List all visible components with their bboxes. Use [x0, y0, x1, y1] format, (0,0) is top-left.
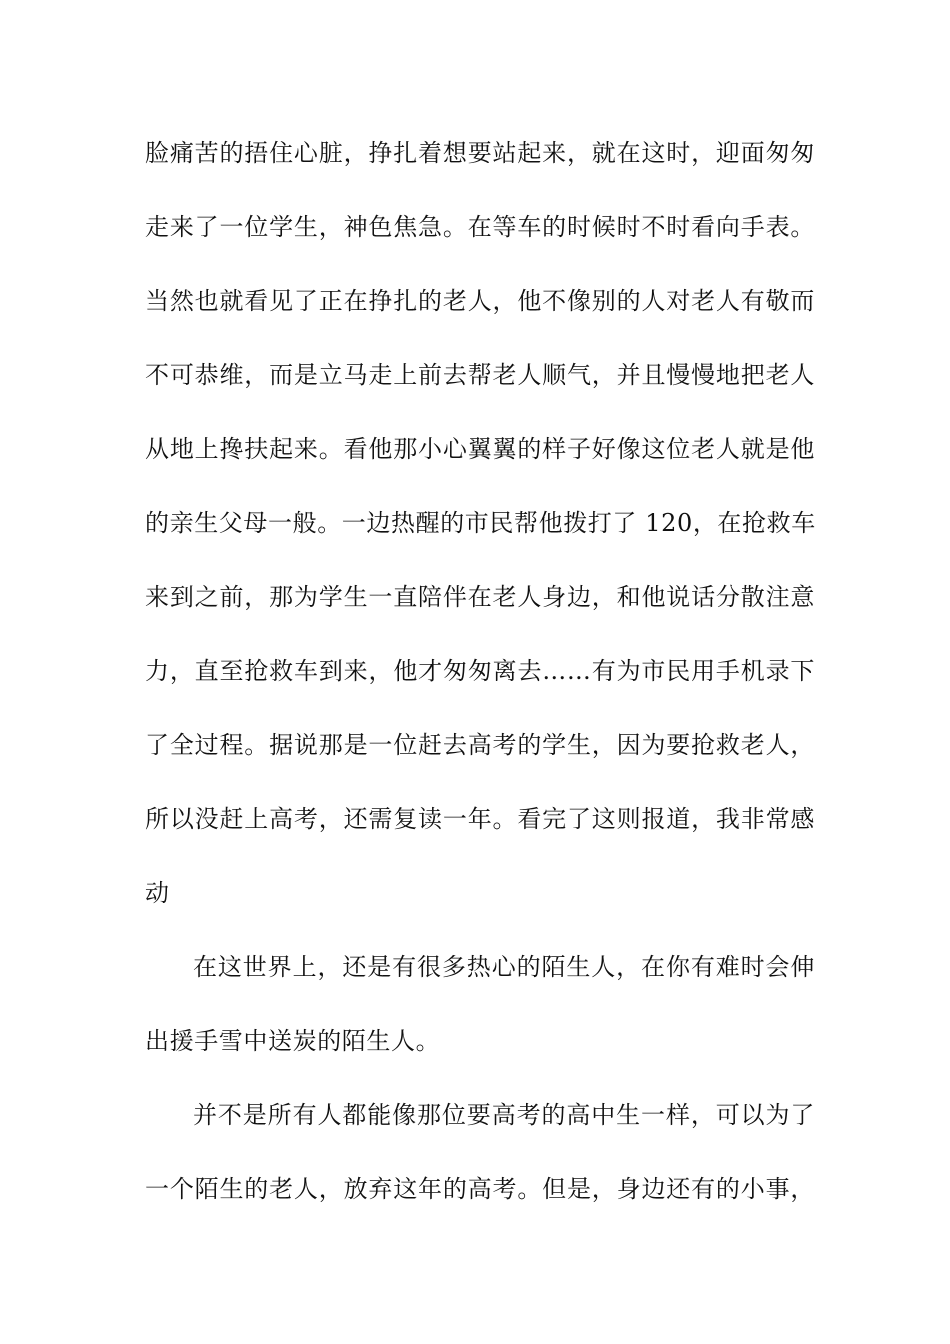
paragraph-line: 所以没赶上高考，还需复读一年。看完了这则报道，我非常感 — [145, 805, 815, 833]
paragraph-line: 并不是所有人都能像那位要高考的高中生一样，可以为了 — [193, 1101, 815, 1129]
paragraph-line: 的亲生父母一般。一边热醒的市民帮他拨打了 120，在抢救车 — [145, 509, 816, 537]
paragraph-line: 脸痛苦的捂住心脏，挣扎着想要站起来，就在这时，迎面匆匆 — [145, 139, 815, 167]
paragraph-line: 一个陌生的老人，放弃这年的高考。但是，身边还有的小事， — [145, 1175, 815, 1203]
paragraph-line: 力，直至抢救车到来，他才匆匆离去……有为市民用手机录下 — [145, 657, 815, 685]
paragraph-line: 从地上搀扶起来。看他那小心翼翼的样子好像这位老人就是他 — [145, 435, 815, 463]
paragraph-line: 当然也就看见了正在挣扎的老人，他不像别的人对老人有敬而 — [145, 287, 815, 315]
paragraph-line: 了全过程。据说那是一位赶去高考的学生，因为要抢救老人， — [145, 731, 815, 759]
paragraph-line: 出援手雪中送炭的陌生人。 — [145, 1027, 441, 1055]
paragraph-line: 动 — [145, 879, 170, 907]
paragraph-line: 来到之前，那为学生一直陪伴在老人身边，和他说话分散注意 — [145, 583, 815, 611]
paragraph-line: 在这世界上，还是有很多热心的陌生人，在你有难时会伸 — [193, 953, 815, 981]
paragraph-line: 不可恭维，而是立马走上前去帮老人顺气，并且慢慢地把老人 — [145, 361, 815, 389]
paragraph-line: 走来了一位学生，神色焦急。在等车的时候时不时看向手表。 — [145, 213, 815, 241]
